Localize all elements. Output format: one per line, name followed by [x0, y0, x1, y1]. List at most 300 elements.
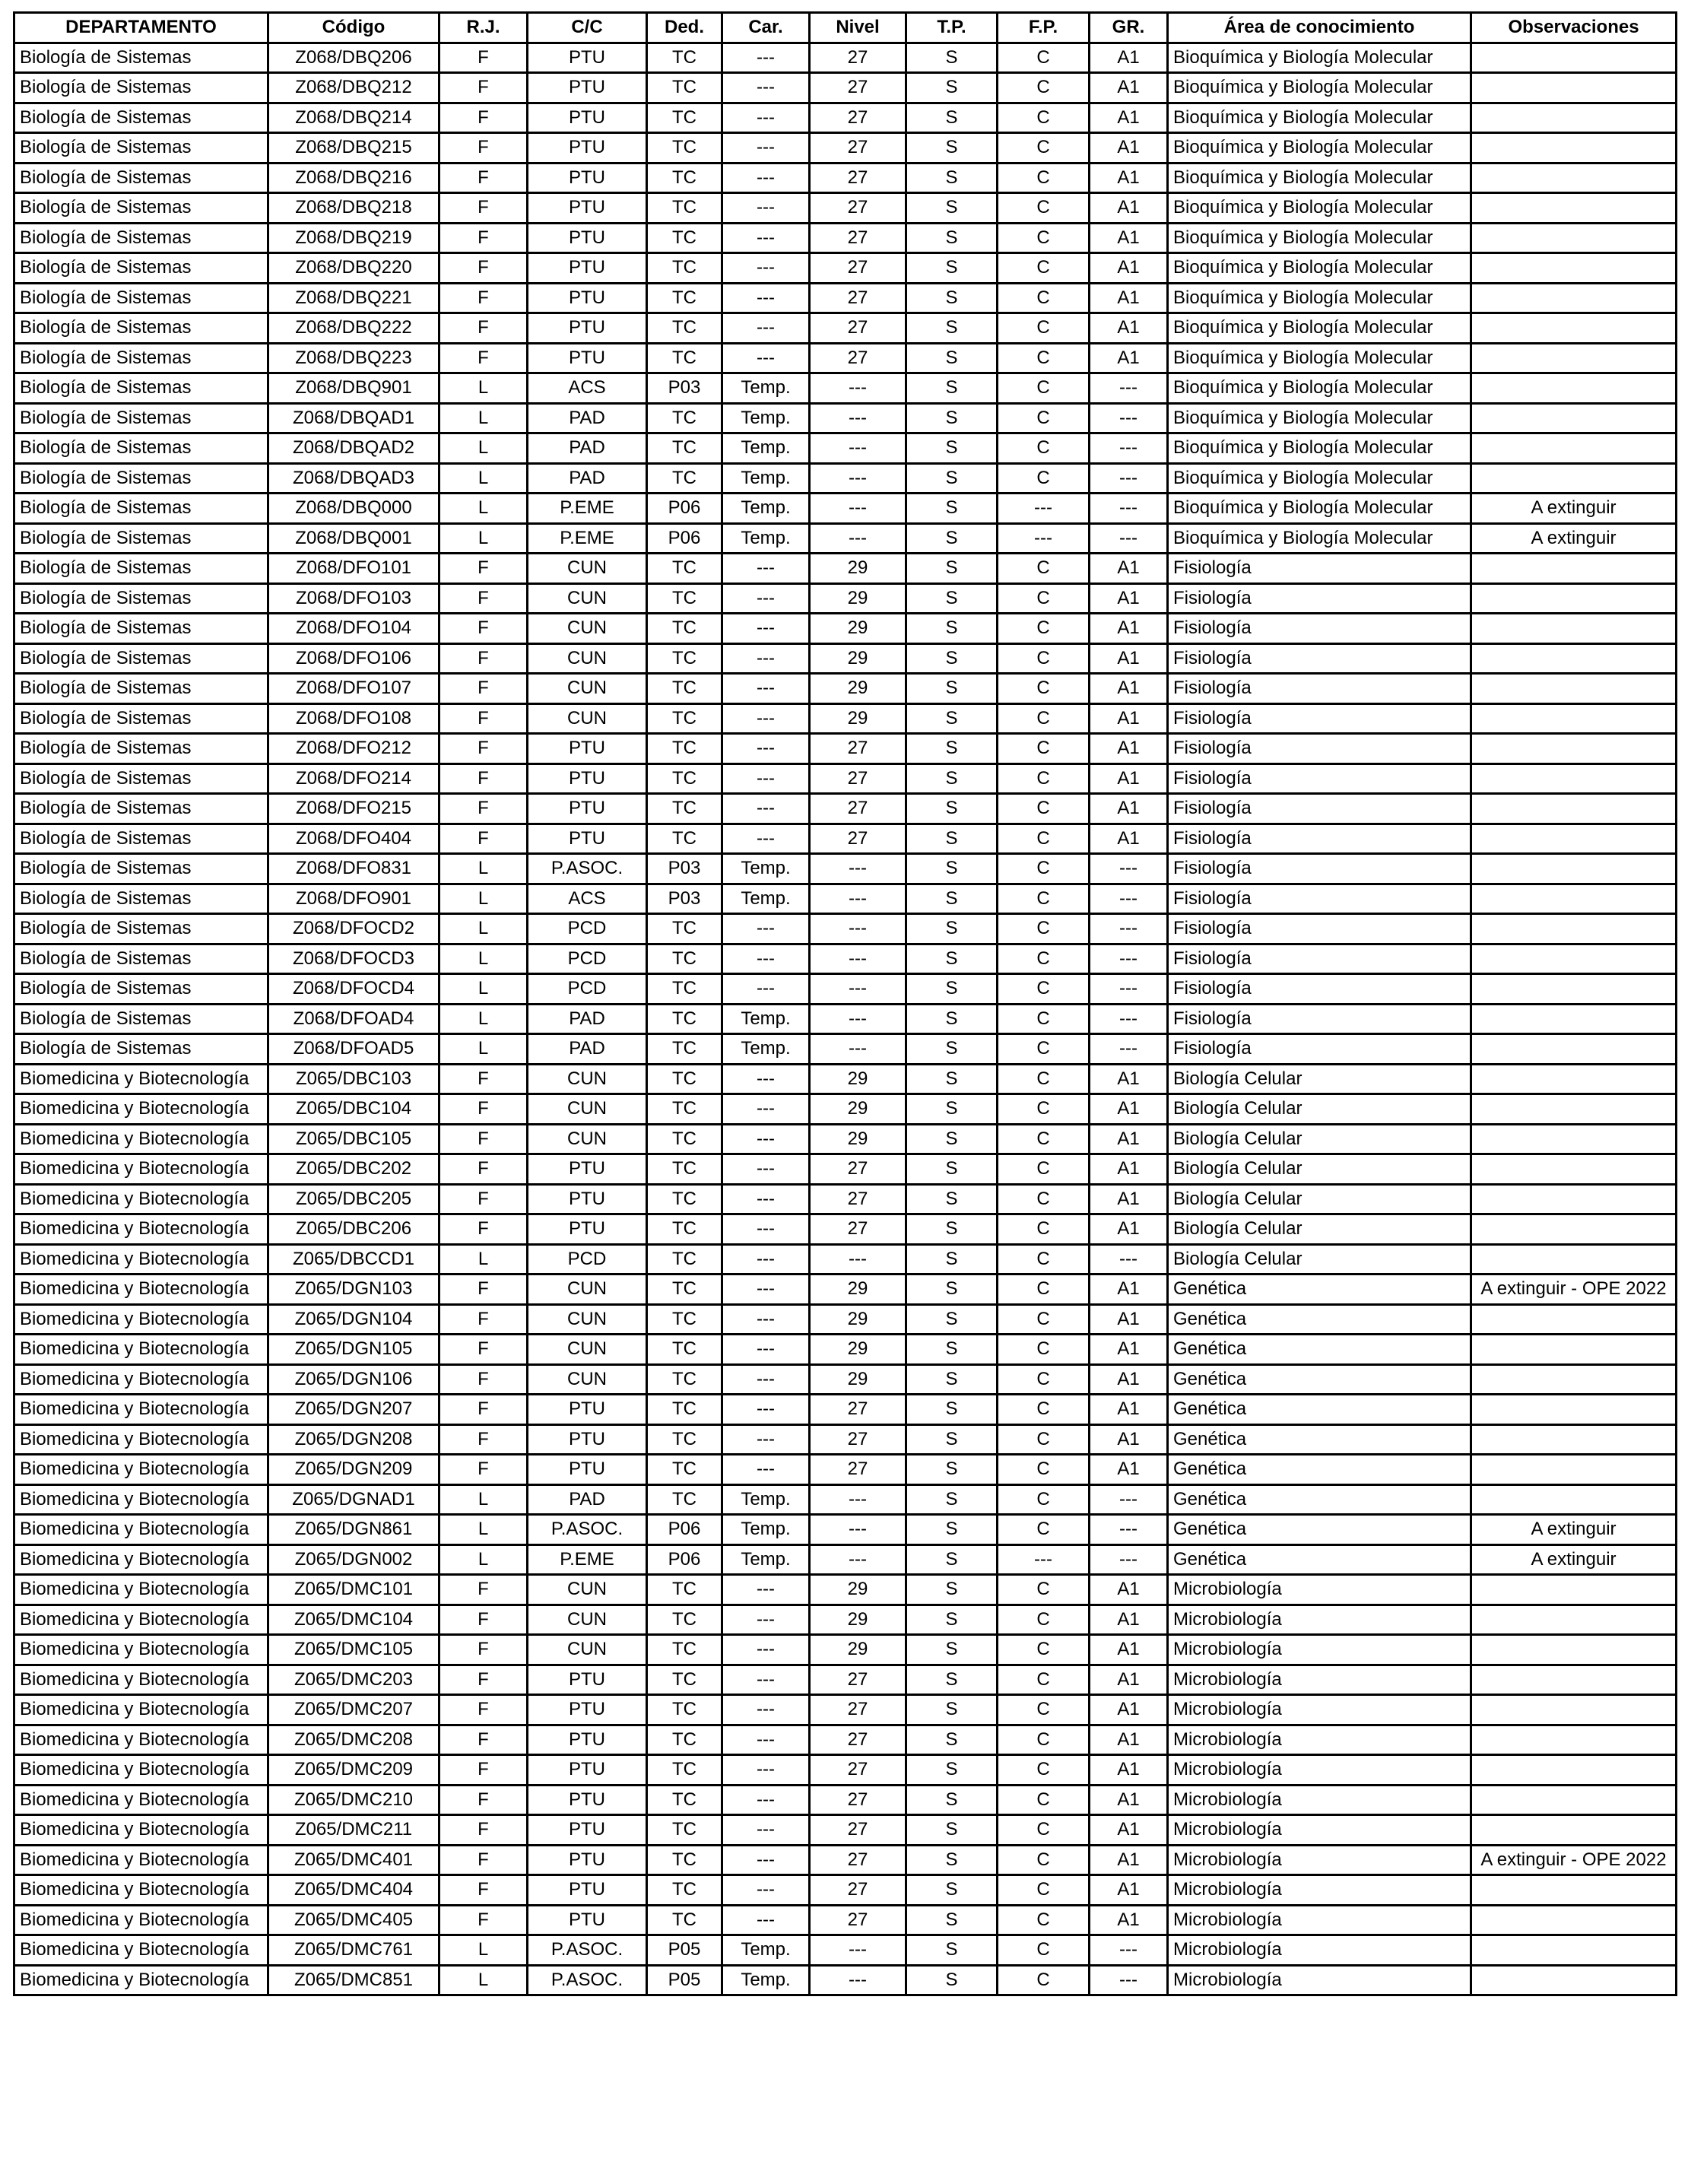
cell-nivel: 27 [810, 734, 906, 764]
cell-codigo: Z068/DFO214 [268, 763, 439, 794]
cell-car: Temp. [722, 1515, 810, 1545]
table-row [14, 1815, 1677, 1846]
cell-gr: A1 [1090, 133, 1168, 163]
cell-tp: S [906, 494, 998, 524]
cell-nivel: 29 [810, 583, 906, 614]
cell-departamento: Biomedicina y Biotecnología [14, 1905, 268, 1935]
cell-area: Biología Celular [1168, 1184, 1471, 1214]
header-area: Área de conocimiento [1168, 13, 1471, 43]
cell-rj: F [439, 1815, 528, 1846]
cell-ded: P05 [647, 1965, 722, 1995]
cell-cc: CUN [528, 643, 647, 674]
table-row [14, 1094, 1677, 1125]
cell-departamento: Biología de Sistemas [14, 494, 268, 524]
cell-car: --- [722, 1905, 810, 1935]
cell-rj: F [439, 1845, 528, 1875]
cell-codigo: Z065/DGN208 [268, 1424, 439, 1455]
cell-rj: F [439, 1455, 528, 1485]
cell-nivel: --- [810, 884, 906, 914]
table-row [14, 643, 1677, 674]
cell-gr: --- [1090, 463, 1168, 494]
cell-observaciones: A extinguir [1471, 1515, 1677, 1545]
cell-tp: S [906, 1335, 998, 1365]
cell-ded: TC [647, 1275, 722, 1305]
cell-nivel: --- [810, 1004, 906, 1034]
cell-nivel: 27 [810, 193, 906, 224]
cell-gr: A1 [1090, 1815, 1168, 1846]
cell-ded: TC [647, 1785, 722, 1815]
cell-car: Temp. [722, 1935, 810, 1966]
cell-area: Microbiología [1168, 1695, 1471, 1725]
cell-codigo: Z065/DMC105 [268, 1635, 439, 1665]
table-row [14, 433, 1677, 464]
cell-car: Temp. [722, 1965, 810, 1995]
cell-gr: A1 [1090, 1575, 1168, 1605]
cell-car: --- [722, 614, 810, 644]
cell-cc: P.EME [528, 494, 647, 524]
cell-tp: S [906, 1064, 998, 1094]
cell-car: --- [722, 1695, 810, 1725]
cell-gr: A1 [1090, 1064, 1168, 1094]
cell-observaciones: A extinguir - OPE 2022 [1471, 1845, 1677, 1875]
cell-area: Microbiología [1168, 1935, 1471, 1966]
cell-car: --- [722, 1665, 810, 1695]
cell-ded: P05 [647, 1935, 722, 1966]
cell-departamento: Biología de Sistemas [14, 1034, 268, 1065]
cell-tp: S [906, 1184, 998, 1214]
cell-fp: C [998, 1094, 1090, 1125]
cell-rj: F [439, 1094, 528, 1125]
header-car: Car. [722, 13, 810, 43]
cell-fp: C [998, 1755, 1090, 1786]
cell-area: Bioquímica y Biología Molecular [1168, 403, 1471, 433]
cell-cc: PTU [528, 1875, 647, 1906]
table-row [14, 1064, 1677, 1094]
cell-gr: --- [1090, 1484, 1168, 1515]
cell-nivel: 27 [810, 1455, 906, 1485]
cell-nivel: --- [810, 1935, 906, 1966]
cell-gr: --- [1090, 373, 1168, 404]
cell-fp: C [998, 734, 1090, 764]
table-row [14, 1034, 1677, 1065]
cell-ded: TC [647, 974, 722, 1005]
cell-nivel: 27 [810, 824, 906, 854]
cell-codigo: Z068/DBQAD3 [268, 463, 439, 494]
header-observaciones: Observaciones [1471, 13, 1677, 43]
cell-fp: C [998, 614, 1090, 644]
cell-nivel: --- [810, 1544, 906, 1575]
cell-observaciones [1471, 1785, 1677, 1815]
cell-observaciones [1471, 103, 1677, 133]
cell-tp: S [906, 1275, 998, 1305]
cell-rj: L [439, 1544, 528, 1575]
cell-fp: C [998, 1815, 1090, 1846]
cell-rj: L [439, 914, 528, 944]
cell-fp: C [998, 1785, 1090, 1815]
cell-observaciones [1471, 1875, 1677, 1906]
cell-car: --- [722, 223, 810, 253]
cell-car: --- [722, 794, 810, 824]
cell-departamento: Biología de Sistemas [14, 643, 268, 674]
table-row [14, 223, 1677, 253]
cell-rj: F [439, 1725, 528, 1755]
cell-nivel: 27 [810, 1395, 906, 1425]
cell-ded: TC [647, 1605, 722, 1635]
cell-observaciones [1471, 1424, 1677, 1455]
cell-nivel: 27 [810, 1905, 906, 1935]
cell-tp: S [906, 1544, 998, 1575]
cell-departamento: Biomedicina y Biotecnología [14, 1935, 268, 1966]
cell-tp: S [906, 1515, 998, 1545]
cell-nivel: 27 [810, 763, 906, 794]
cell-cc: PAD [528, 463, 647, 494]
cell-area: Microbiología [1168, 1785, 1471, 1815]
cell-fp: C [998, 854, 1090, 884]
cell-observaciones [1471, 73, 1677, 103]
cell-fp: C [998, 1875, 1090, 1906]
cell-departamento: Biomedicina y Biotecnología [14, 1665, 268, 1695]
cell-codigo: Z065/DMC210 [268, 1785, 439, 1815]
cell-ded: P03 [647, 854, 722, 884]
cell-tp: S [906, 313, 998, 344]
cell-fp: C [998, 133, 1090, 163]
cell-cc: PTU [528, 1755, 647, 1786]
table-row [14, 1244, 1677, 1275]
cell-departamento: Biología de Sistemas [14, 674, 268, 704]
cell-rj: F [439, 1335, 528, 1365]
cell-tp: S [906, 794, 998, 824]
cell-nivel: 27 [810, 43, 906, 73]
cell-ded: P06 [647, 1544, 722, 1575]
cell-area: Fisiología [1168, 854, 1471, 884]
cell-fp: C [998, 163, 1090, 193]
cell-rj: F [439, 554, 528, 584]
cell-gr: A1 [1090, 614, 1168, 644]
table-row [14, 854, 1677, 884]
cell-codigo: Z068/DFOAD4 [268, 1004, 439, 1034]
cell-ded: TC [647, 1214, 722, 1245]
cell-tp: S [906, 193, 998, 224]
cell-gr: A1 [1090, 1725, 1168, 1755]
cell-gr: --- [1090, 1935, 1168, 1966]
cell-rj: F [439, 1695, 528, 1725]
header-cc: C/C [528, 13, 647, 43]
cell-gr: A1 [1090, 1785, 1168, 1815]
cell-fp: C [998, 73, 1090, 103]
cell-departamento: Biología de Sistemas [14, 403, 268, 433]
cell-fp: C [998, 1184, 1090, 1214]
cell-cc: PTU [528, 1395, 647, 1425]
cell-rj: F [439, 734, 528, 764]
cell-cc: PTU [528, 1725, 647, 1755]
cell-fp: C [998, 884, 1090, 914]
cell-car: Temp. [722, 1484, 810, 1515]
cell-rj: F [439, 1605, 528, 1635]
cell-codigo: Z068/DFO106 [268, 643, 439, 674]
cell-observaciones [1471, 1244, 1677, 1275]
cell-departamento: Biomedicina y Biotecnología [14, 1544, 268, 1575]
cell-observaciones: A extinguir [1471, 1544, 1677, 1575]
header-rj: R.J. [439, 13, 528, 43]
cell-car: --- [722, 583, 810, 614]
positions-table [13, 11, 1677, 1996]
header-ded: Ded. [647, 13, 722, 43]
cell-departamento: Biología de Sistemas [14, 794, 268, 824]
cell-fp: --- [998, 1544, 1090, 1575]
cell-cc: CUN [528, 1575, 647, 1605]
cell-fp: C [998, 313, 1090, 344]
cell-observaciones [1471, 1364, 1677, 1395]
cell-gr: --- [1090, 433, 1168, 464]
cell-observaciones [1471, 1094, 1677, 1125]
cell-departamento: Biología de Sistemas [14, 944, 268, 974]
cell-gr: A1 [1090, 703, 1168, 734]
cell-codigo: Z065/DMC101 [268, 1575, 439, 1605]
cell-nivel: 27 [810, 253, 906, 284]
cell-codigo: Z065/DGN105 [268, 1335, 439, 1365]
cell-gr: A1 [1090, 794, 1168, 824]
table-row [14, 523, 1677, 554]
cell-rj: L [439, 1034, 528, 1065]
cell-observaciones [1471, 1455, 1677, 1485]
cell-tp: S [906, 854, 998, 884]
cell-ded: TC [647, 824, 722, 854]
cell-codigo: Z065/DGN106 [268, 1364, 439, 1395]
cell-tp: S [906, 944, 998, 974]
cell-cc: CUN [528, 1124, 647, 1154]
cell-nivel: --- [810, 433, 906, 464]
cell-gr: A1 [1090, 1695, 1168, 1725]
cell-nivel: --- [810, 1515, 906, 1545]
cell-tp: S [906, 283, 998, 313]
cell-nivel: 27 [810, 283, 906, 313]
cell-nivel: 27 [810, 1695, 906, 1725]
cell-car: --- [722, 1815, 810, 1846]
cell-area: Microbiología [1168, 1635, 1471, 1665]
cell-codigo: Z065/DMC761 [268, 1935, 439, 1966]
cell-nivel: 29 [810, 643, 906, 674]
cell-cc: PTU [528, 1424, 647, 1455]
cell-car: Temp. [722, 854, 810, 884]
cell-nivel: 29 [810, 554, 906, 584]
cell-area: Fisiología [1168, 734, 1471, 764]
cell-observaciones [1471, 133, 1677, 163]
cell-nivel: 27 [810, 1184, 906, 1214]
table-row [14, 1214, 1677, 1245]
cell-departamento: Biomedicina y Biotecnología [14, 1635, 268, 1665]
cell-codigo: Z065/DBC202 [268, 1154, 439, 1185]
cell-area: Biología Celular [1168, 1244, 1471, 1275]
cell-ded: TC [647, 1755, 722, 1786]
cell-rj: L [439, 1935, 528, 1966]
cell-codigo: Z065/DMC104 [268, 1605, 439, 1635]
cell-cc: PTU [528, 734, 647, 764]
cell-car: --- [722, 824, 810, 854]
cell-cc: CUN [528, 1635, 647, 1665]
cell-nivel: 27 [810, 73, 906, 103]
cell-fp: C [998, 643, 1090, 674]
cell-fp: C [998, 193, 1090, 224]
cell-area: Genética [1168, 1304, 1471, 1335]
cell-car: --- [722, 674, 810, 704]
cell-cc: PCD [528, 914, 647, 944]
cell-area: Fisiología [1168, 1004, 1471, 1034]
table-row [14, 944, 1677, 974]
cell-departamento: Biología de Sistemas [14, 1004, 268, 1034]
cell-observaciones [1471, 1665, 1677, 1695]
cell-codigo: Z068/DBQ000 [268, 494, 439, 524]
cell-cc: PTU [528, 763, 647, 794]
cell-fp: C [998, 223, 1090, 253]
cell-tp: S [906, 1395, 998, 1425]
cell-rj: F [439, 343, 528, 373]
cell-area: Microbiología [1168, 1965, 1471, 1995]
cell-codigo: Z068/DFOCD3 [268, 944, 439, 974]
cell-departamento: Biología de Sistemas [14, 133, 268, 163]
table-row [14, 1695, 1677, 1725]
cell-codigo: Z065/DMC211 [268, 1815, 439, 1846]
cell-car: --- [722, 1424, 810, 1455]
table-row [14, 1905, 1677, 1935]
table-row [14, 494, 1677, 524]
cell-departamento: Biomedicina y Biotecnología [14, 1154, 268, 1185]
cell-cc: CUN [528, 1364, 647, 1395]
cell-car: --- [722, 554, 810, 584]
cell-car: --- [722, 1094, 810, 1125]
cell-tp: S [906, 1695, 998, 1725]
cell-area: Bioquímica y Biología Molecular [1168, 494, 1471, 524]
cell-rj: F [439, 614, 528, 644]
cell-cc: PCD [528, 1244, 647, 1275]
cell-departamento: Biología de Sistemas [14, 43, 268, 73]
cell-observaciones [1471, 1154, 1677, 1185]
cell-codigo: Z065/DMC851 [268, 1965, 439, 1995]
cell-codigo: Z065/DGN207 [268, 1395, 439, 1425]
cell-car: --- [722, 763, 810, 794]
cell-ded: TC [647, 1304, 722, 1335]
cell-departamento: Biología de Sistemas [14, 523, 268, 554]
cell-nivel: --- [810, 944, 906, 974]
cell-rj: L [439, 944, 528, 974]
cell-nivel: 27 [810, 1755, 906, 1786]
table-row [14, 1515, 1677, 1545]
cell-gr: --- [1090, 1515, 1168, 1545]
table-row [14, 1965, 1677, 1995]
cell-fp: C [998, 1244, 1090, 1275]
cell-ded: TC [647, 43, 722, 73]
cell-rj: F [439, 1154, 528, 1185]
cell-departamento: Biología de Sistemas [14, 914, 268, 944]
cell-codigo: Z068/DBQ219 [268, 223, 439, 253]
cell-fp: C [998, 1455, 1090, 1485]
cell-observaciones [1471, 1965, 1677, 1995]
cell-observaciones [1471, 1635, 1677, 1665]
cell-cc: PTU [528, 283, 647, 313]
cell-car: --- [722, 1605, 810, 1635]
table-row [14, 1124, 1677, 1154]
cell-gr: A1 [1090, 1184, 1168, 1214]
cell-fp: C [998, 1965, 1090, 1995]
cell-rj: F [439, 674, 528, 704]
cell-rj: F [439, 1424, 528, 1455]
header-departamento: DEPARTAMENTO [14, 13, 268, 43]
cell-area: Genética [1168, 1544, 1471, 1575]
cell-tp: S [906, 403, 998, 433]
cell-gr: --- [1090, 1034, 1168, 1065]
table-row [14, 1575, 1677, 1605]
cell-cc: PTU [528, 223, 647, 253]
cell-codigo: Z065/DMC208 [268, 1725, 439, 1755]
cell-observaciones [1471, 433, 1677, 464]
cell-tp: S [906, 253, 998, 284]
cell-departamento: Biomedicina y Biotecnología [14, 1094, 268, 1125]
cell-observaciones [1471, 223, 1677, 253]
cell-rj: F [439, 763, 528, 794]
cell-area: Fisiología [1168, 583, 1471, 614]
cell-observaciones [1471, 253, 1677, 284]
cell-codigo: Z068/DBQ218 [268, 193, 439, 224]
cell-observaciones [1471, 1124, 1677, 1154]
cell-nivel: 29 [810, 1064, 906, 1094]
cell-ded: TC [647, 1815, 722, 1846]
cell-car: --- [722, 193, 810, 224]
cell-fp: C [998, 1665, 1090, 1695]
cell-area: Bioquímica y Biología Molecular [1168, 283, 1471, 313]
cell-tp: S [906, 1455, 998, 1485]
cell-area: Bioquímica y Biología Molecular [1168, 103, 1471, 133]
cell-gr: A1 [1090, 1665, 1168, 1695]
cell-rj: F [439, 1184, 528, 1214]
cell-codigo: Z065/DMC405 [268, 1905, 439, 1935]
cell-gr: A1 [1090, 253, 1168, 284]
cell-gr: A1 [1090, 1845, 1168, 1875]
cell-tp: S [906, 1935, 998, 1966]
cell-tp: S [906, 133, 998, 163]
cell-departamento: Biomedicina y Biotecnología [14, 1455, 268, 1485]
cell-car: --- [722, 43, 810, 73]
cell-nivel: 29 [810, 1575, 906, 1605]
cell-fp: C [998, 1575, 1090, 1605]
cell-gr: A1 [1090, 163, 1168, 193]
cell-area: Microbiología [1168, 1605, 1471, 1635]
cell-car: --- [722, 1304, 810, 1335]
cell-observaciones [1471, 734, 1677, 764]
cell-rj: F [439, 1304, 528, 1335]
cell-area: Fisiología [1168, 794, 1471, 824]
cell-nivel: --- [810, 854, 906, 884]
cell-departamento: Biología de Sistemas [14, 614, 268, 644]
cell-ded: TC [647, 794, 722, 824]
cell-cc: PTU [528, 1815, 647, 1846]
cell-car: Temp. [722, 884, 810, 914]
cell-codigo: Z068/DFOCD2 [268, 914, 439, 944]
cell-departamento: Biomedicina y Biotecnología [14, 1965, 268, 1995]
cell-car: --- [722, 1275, 810, 1305]
cell-tp: S [906, 1214, 998, 1245]
cell-rj: L [439, 1004, 528, 1034]
cell-observaciones [1471, 313, 1677, 344]
cell-car: --- [722, 283, 810, 313]
cell-nivel: --- [810, 494, 906, 524]
cell-tp: S [906, 1725, 998, 1755]
cell-observaciones [1471, 583, 1677, 614]
cell-codigo: Z068/DBQ220 [268, 253, 439, 284]
cell-nivel: 29 [810, 674, 906, 704]
cell-ded: TC [647, 1424, 722, 1455]
cell-car: --- [722, 1244, 810, 1275]
cell-cc: PTU [528, 1154, 647, 1185]
cell-tp: S [906, 614, 998, 644]
